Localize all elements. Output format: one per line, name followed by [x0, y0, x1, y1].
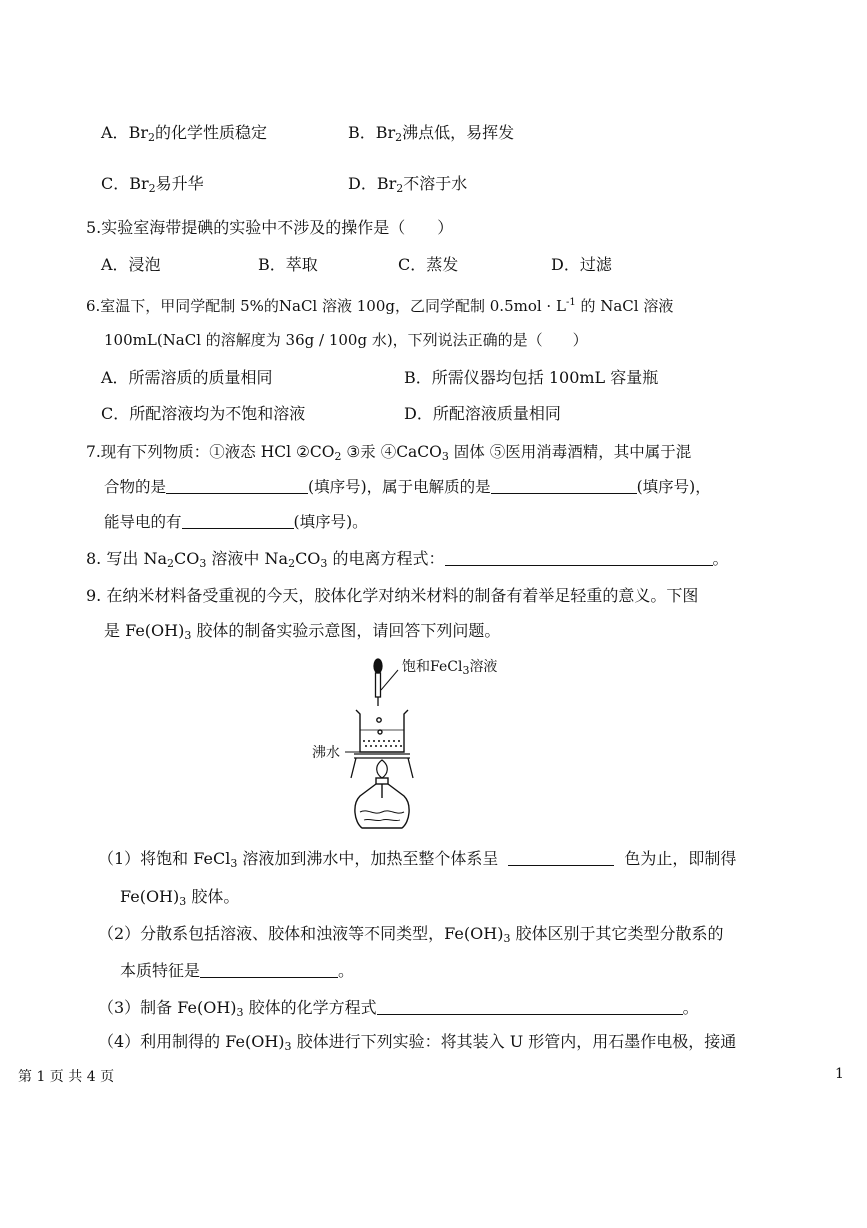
q6-option-d: D．所配溶液质量相同	[404, 404, 561, 423]
q9-part3: （3）制备 Fe(OH)3 胶体的化学方程式 。	[98, 998, 699, 1019]
q6-stem-line2: 100mL(NaCl 的溶解度为 36g / 100g 水)，下列说法正确的是（ ）	[104, 331, 588, 349]
q7-stem-line1: 7.现有下列物质：①液态 HCl ②CO2 ③汞 ④CaCO3 固体 ⑤医用消毒酒精，其中属于混	[86, 443, 692, 463]
alcohol-lamp-icon	[355, 778, 409, 828]
q4-option-d: D．Br2不溶于水	[348, 174, 468, 195]
q9-blank-color[interactable]	[508, 851, 614, 866]
q6-option-a: A．所需溶质的质量相同	[101, 368, 273, 387]
q5-option-a: A．浸泡	[101, 255, 161, 274]
boiling-water-dots	[363, 740, 402, 747]
q9-blank-essence[interactable]	[200, 963, 338, 978]
q5-option-b: B．萃取	[258, 255, 318, 274]
wire-gauze-icon	[351, 754, 413, 778]
q9-blank-equation[interactable]	[377, 1000, 683, 1015]
label-leader-dropper	[381, 670, 398, 690]
q8-stem: 8. 写出 Na2CO3 溶液中 Na2CO3 的电离方程式： 。	[86, 549, 729, 570]
q9-part1-line2: Fe(OH)3 胶体。	[120, 887, 240, 908]
figure-label-fecl3: 饱和FeCl$_3$溶液	[402, 659, 498, 677]
q6-stem-line1: 6.室温下，甲同学配制 5%的NaCl 溶液 100g，乙同学配制 $0.5mol \cdot L^{-1}$ 的 NaCl 溶液	[86, 297, 674, 315]
q9-part1-line1: （1）将饱和 FeCl3 溶液加到沸水中，加热至整个体系呈 色为止，即制得	[98, 849, 737, 870]
q6-option-c: C．所配溶液均为不饱和溶液	[101, 404, 306, 423]
q9-part2-line1: （2）分散系包括溶液、胶体和浊液等不同类型，Fe(OH)3 胶体区别于其它类型分散系的	[98, 924, 724, 945]
q7-stem-line3: 能导电的有 (填序号)。	[104, 513, 368, 531]
q9-stem-line1: 9. 在纳米材料备受重视的今天，胶体化学对纳米材料的制备有着举足轻重的意义。下图	[86, 586, 699, 605]
figure-label-boiling-water: 沸水	[312, 745, 340, 761]
page-footer-left: 第 1 页 共 4 页	[18, 1069, 115, 1085]
q4-option-c: C．Br2易升华	[101, 174, 204, 195]
q9-part4: （4）利用制得的 Fe(OH)3 胶体进行下列实验：将其装入 U 形管内，用石墨作电极，接通	[98, 1032, 737, 1053]
q5-option-c: C．蒸发	[398, 255, 459, 274]
dropper-icon	[374, 659, 382, 706]
q9-stem-line2: 是 Fe(OH)3 胶体的制备实验示意图，请回答下列问题。	[104, 621, 501, 642]
q6-option-b: B．所需仪器均包括 100mL 容量瓶	[404, 368, 659, 387]
q9-part2-line2: 本质特征是 。	[120, 961, 355, 980]
q5-option-d: D．过滤	[551, 255, 612, 274]
page-number: 1	[835, 1066, 844, 1082]
q7-stem-line2: 合物的是 (填序号)，属于电解质的是 (填序号)，	[104, 478, 711, 496]
q4-option-a: A．Br2的化学性质稳定	[101, 123, 267, 144]
q5-stem: 5.实验室海带提碘的实验中不涉及的操作是（ ）	[86, 218, 454, 237]
flame-icon	[377, 760, 388, 778]
q4-option-b: B．Br2沸点低，易挥发	[348, 123, 515, 144]
